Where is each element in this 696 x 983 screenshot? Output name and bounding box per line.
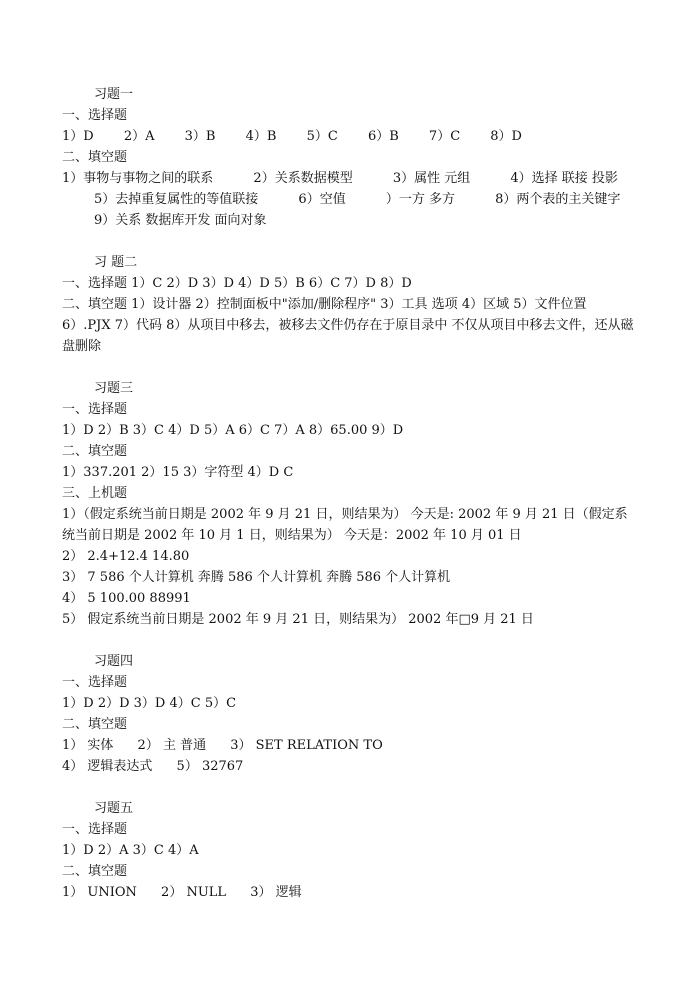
answer-item: 4） 逻辑表达式 — [62, 759, 153, 774]
answer-item: 5）去掉重复属性的等值联接 — [94, 192, 259, 207]
section-heading: 二、填空题 — [62, 150, 128, 165]
answer-item: 4）选择 联接 投影 — [510, 171, 618, 186]
answer-item: 7）C — [428, 129, 461, 144]
answer-item: 2）A — [123, 129, 155, 144]
exercise-title: 习题五 — [94, 801, 134, 816]
section-heading: 一、选择题 — [62, 108, 128, 123]
exercise-title: 习 题二 — [94, 255, 138, 270]
answer-item: 3） 逻辑 — [250, 885, 302, 900]
exercise-3 — [62, 378, 637, 630]
section-heading: 二、填空题 — [62, 444, 128, 459]
lab-answer: 5） 假定系统当前日期是 2002 年 9 月 21 日，则结果为） 2002 年□9 月 21 日 — [62, 612, 534, 627]
answer-item: 1）D — [62, 129, 94, 144]
answer-item: 1） 实体 — [62, 738, 114, 753]
fill-answers — [62, 735, 637, 756]
answer-item: 2）关系数据模型 — [253, 171, 353, 186]
exercise-title: 习题三 — [94, 381, 134, 396]
answer-item: 3）B — [184, 129, 216, 144]
fill-answers: 1）337.201 2）15 3）字符型 4）D C — [62, 465, 294, 480]
answer-item: 4）B — [245, 129, 277, 144]
exercise-title: 习题四 — [94, 654, 134, 669]
exercise-title: 习题一 — [94, 87, 134, 102]
spacer — [62, 630, 637, 651]
lab-answer: 1）（假定系统当前日期是 2002 年 9 月 21 日，则结果为） 今天是: 2002 年 9 月 21 日（假定系统当前日期是 2002 年 10 月 1 日，则结果为） 今天是：2002 年 10 月 01 日 — [62, 507, 628, 543]
answer-item: 2） 主 普通 — [137, 738, 207, 753]
answer-item: 1） UNION — [62, 885, 137, 900]
fill-answers — [62, 756, 637, 777]
answer-item: ）一方 多方 — [385, 192, 455, 207]
choice-answers: 1）D 2）D 3）D 4）C 5）C — [62, 696, 237, 711]
answer-document — [62, 84, 637, 903]
exercise-4 — [62, 651, 637, 777]
exercise-5 — [62, 798, 637, 903]
choice-answers: 一、选择题 1）C 2）D 3）D 4）D 5）B 6）C 7）D 8）D — [62, 276, 412, 291]
choice-answers — [62, 126, 637, 147]
answer-item: 5）C — [306, 129, 338, 144]
section-heading: 一、选择题 — [62, 675, 128, 690]
fill-answers — [62, 168, 637, 189]
section-heading: 一、选择题 — [62, 822, 128, 837]
answer-item: 5） 32767 — [176, 759, 244, 774]
section-heading: 三、上机题 — [62, 486, 128, 501]
answer-item: 8）两个表的主关键字 — [495, 192, 621, 207]
lab-answer: 3） 7 586 个人计算机 奔腾 586 个人计算机 奔腾 586 个人计算机 — [62, 570, 451, 585]
answer-item: 3）属性 元组 — [392, 171, 471, 186]
lab-answer: 4） 5 100.00 88991 — [62, 591, 191, 606]
fill-answers — [62, 189, 637, 210]
spacer — [62, 777, 637, 798]
section-heading: 二、填空题 — [62, 864, 128, 879]
answer-item: 6）空值 — [298, 192, 346, 207]
choice-answers: 1）D 2）A 3）C 4）A — [62, 843, 199, 858]
fill-answers: 9）关系 数据库开发 面向对象 — [94, 213, 267, 228]
answer-item: 8）D — [490, 129, 522, 144]
answer-item: 6）B — [367, 129, 399, 144]
exercise-2 — [62, 252, 637, 357]
lab-answer: 2） 2.4+12.4 14.80 — [62, 549, 190, 564]
fill-answers: 二、填空题 1）设计器 2）控制面板中"添加/删除程序" 3）工具 选项 4）区域 5）文件位置 6）.PJX 7）代码 8）从项目中移去，被移去文件仍存在于原目录中 不仅从项目中移去文件，还从磁盘删除 — [62, 297, 634, 354]
answer-item: 1）事物与事物之间的联系 — [62, 171, 214, 186]
section-heading: 二、填空题 — [62, 717, 128, 732]
answer-item: 2） NULL — [161, 885, 227, 900]
choice-answers: 1）D 2）B 3）C 4）D 5）A 6）C 7）A 8）65.00 9）D — [62, 423, 404, 438]
spacer — [62, 357, 637, 378]
section-heading: 一、选择题 — [62, 402, 128, 417]
answer-item: 3） SET RELATION TO — [230, 738, 383, 753]
spacer — [62, 231, 637, 252]
exercise-1 — [62, 84, 637, 231]
fill-answers — [62, 882, 637, 903]
